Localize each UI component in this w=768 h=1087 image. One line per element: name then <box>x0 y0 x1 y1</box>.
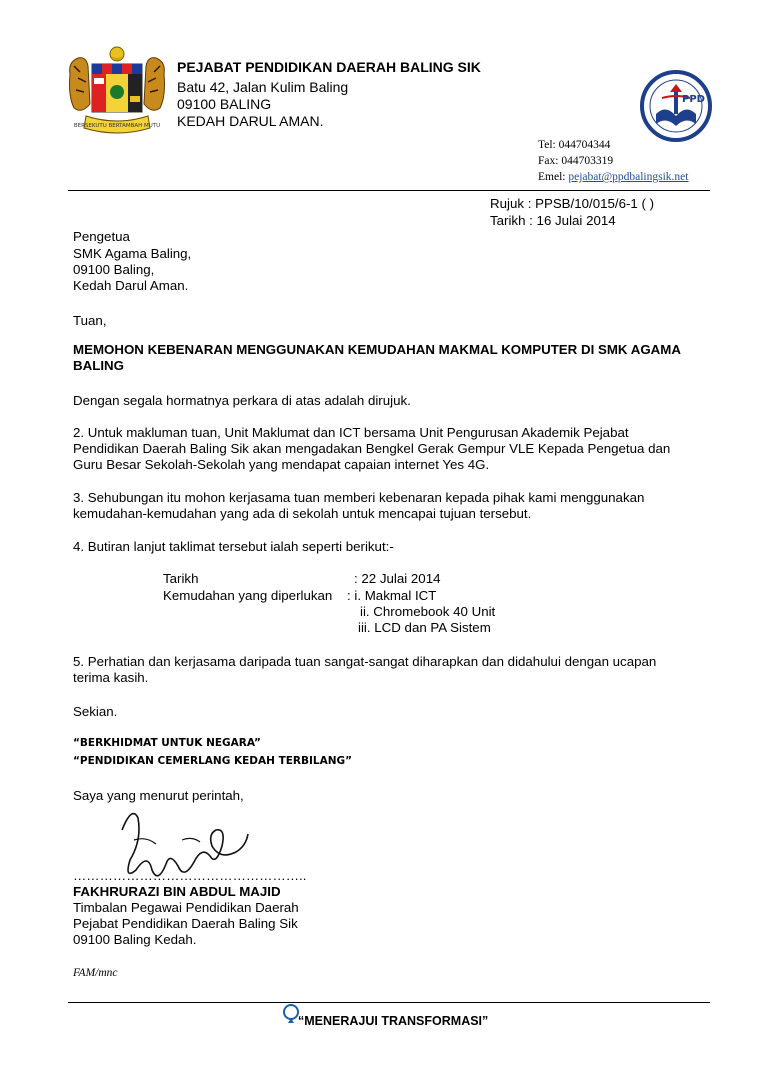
detail-kemudahan-item-2: ii. Chromebook 40 Unit <box>360 604 496 619</box>
closing: Sekian. <box>73 704 118 719</box>
para-3-line-2: kemudahan-kemudahan yang ada di sekolah untuk mencapai tujuan tersebut. <box>73 506 532 521</box>
jata-negara-emblem <box>64 44 170 136</box>
salutation: Tuan, <box>73 313 107 328</box>
para-4: 4. Butiran lanjut taklimat tersebut ialah seperti berikut:- <box>73 539 394 554</box>
detail-kemudahan-item-3: iii. LCD dan PA Sistem <box>358 620 491 635</box>
contact-email-label: Emel: <box>538 171 566 183</box>
logo-text: PPD <box>682 94 705 105</box>
contact-email-row <box>538 169 688 185</box>
emblem-scroll-text: BERSEKUTU BERTAMBAH MUTU <box>73 123 161 129</box>
signature-dots: …………………………………………….. <box>73 868 307 883</box>
recipient-line-1: Pengetua <box>73 229 130 244</box>
subject-line-2: BALING <box>73 358 124 373</box>
para-2-line-3: Guru Besar Sekolah-Sekolah yang mendapat capaian internet Yes 4G. <box>73 457 490 472</box>
recipient-line-3: 09100 Baling, <box>73 262 155 277</box>
contact-email-link[interactable]: pejabat@ppdbalingsik.net <box>568 171 689 183</box>
para-3-line-1: 3. Sehubungan itu mohon kerjasama tuan memberi kebenaran kepada pihak kami menggunakan <box>73 490 645 505</box>
body-intro: Dengan segala hormatnya perkara di atas adalah dirujuk. <box>73 393 411 408</box>
address-line-2: 09100 BALING <box>177 96 272 112</box>
recipient-line-4: Kedah Darul Aman. <box>73 278 189 293</box>
signatory-title-1: Timbalan Pegawai Pendidikan Daerah <box>73 900 299 915</box>
address-line-3: KEDAH DARUL AMAN. <box>177 113 324 129</box>
ppd-logo <box>638 68 714 144</box>
signatory-name: FAKHRURAZI BIN ABDUL MAJID <box>73 884 281 899</box>
subject-line-1: MEMOHON KEBENARAN MENGGUNAKAN KEMUDAHAN MAKMAL KOMPUTER DI SMK AGAMA <box>73 342 681 357</box>
para-5-line-2: terima kasih. <box>73 670 149 685</box>
signatory-title-3: 09100 Baling Kedah. <box>73 932 197 947</box>
motto-line-2: “PENDIDIKAN CEMERLANG KEDAH TERBILANG” <box>73 755 353 767</box>
signoff-line: Saya yang menurut perintah, <box>73 788 244 803</box>
org-name: PEJABAT PENDIDIKAN DAERAH BALING SIK <box>177 59 481 75</box>
contact-tel: Tel: 044704344 <box>538 139 611 151</box>
ref-tarikh: Tarikh : 16 Julai 2014 <box>490 213 616 228</box>
para-2-line-2: Pendidikan Daerah Baling Sik akan mengadakan Bengkel Gerak Gempur VLE Kepada Pengetua dan <box>73 441 671 456</box>
footer-divider <box>68 1002 710 1003</box>
para-2-line-1: 2. Untuk makluman tuan, Unit Maklumat dan ICT bersama Unit Pengurusan Akademik Pejabat <box>73 425 629 440</box>
footer-slogan: “MENERAJUI TRANSFORMASI” <box>298 1014 489 1028</box>
header-divider <box>68 190 710 191</box>
recipient-line-2: SMK Agama Baling, <box>73 246 192 261</box>
detail-tarikh-value: : 22 Julai 2014 <box>354 571 441 586</box>
para-5-line-1: 5. Perhatian dan kerjasama daripada tuan sangat-sangat diharapkan dan didahului dengan ucapan <box>73 654 657 669</box>
ref-rujuk: Rujuk : PPSB/10/015/6-1 ( ) <box>490 196 655 211</box>
contact-fax: Fax: 044703319 <box>538 155 614 167</box>
detail-kemudahan-item-1: : i. Makmal ICT <box>347 588 437 603</box>
address-line-1: Batu 42, Jalan Kulim Baling <box>177 79 349 95</box>
detail-tarikh-label: Tarikh <box>163 571 199 586</box>
signatory-title-2: Pejabat Pendidikan Daerah Baling Sik <box>73 916 298 931</box>
detail-kemudahan-label: Kemudahan yang diperlukan <box>163 588 333 603</box>
ref-initials: FAM/mnc <box>73 967 118 979</box>
motto-line-1: “BERKHIDMAT UNTUK NEGARA” <box>73 737 261 749</box>
